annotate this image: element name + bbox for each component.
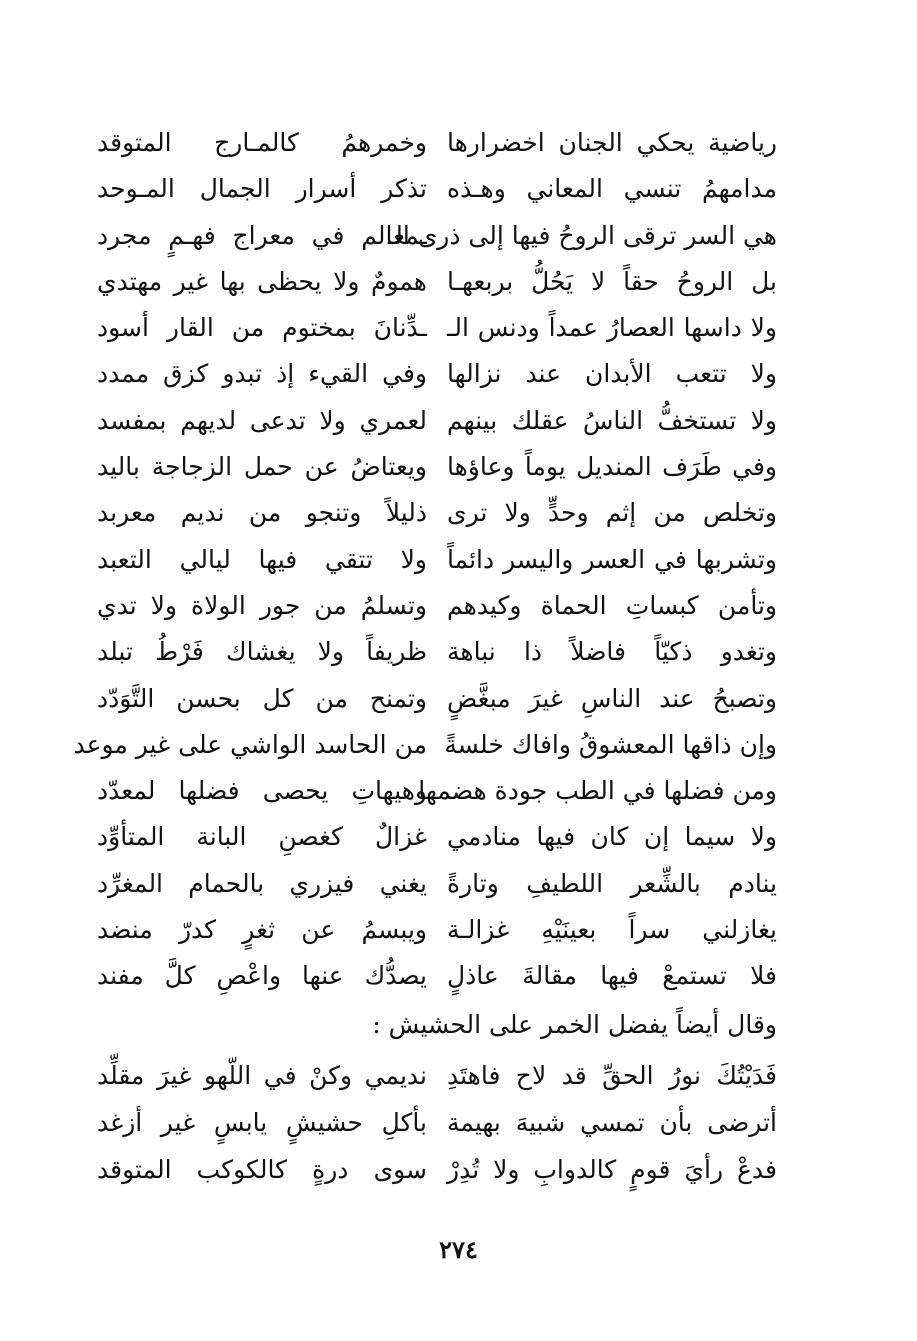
verse-line [97, 1146, 777, 1193]
verse-line [97, 1052, 777, 1099]
first-hemistich: فلا تستمعْ فيها مقالةَ عاذلٍ [447, 961, 777, 991]
verse-line [97, 953, 777, 999]
verse-line [97, 259, 777, 305]
verse-line [97, 676, 777, 722]
page-number: ٢٧٤ [439, 1235, 478, 1264]
verse-line [97, 768, 777, 814]
first-hemistich: فَدَيْتُكَ نورُ الحقِّ قد لاح فاهتَدِ [447, 1061, 777, 1090]
second-hemistich: ويبسمُ عن ثغرٍ كدرّ منضد [97, 915, 427, 945]
second-hemistich: وخمرهمُ كالمـارج المتوقد [97, 128, 427, 157]
second-hemistich: وتسلمُ من جور الولاة ولا تدي [97, 590, 427, 620]
second-hemistich: يغني فيزري بالحمام المغرِّد [97, 868, 427, 898]
verse-line [97, 120, 777, 166]
verse-line [97, 629, 777, 675]
second-hemistich: غزالٌ كغصنِ البانة المتأوِّد [97, 822, 427, 852]
first-hemistich: ومن فضلها في الطب جودة هضمها [418, 776, 777, 806]
first-hemistich: مدامهمُ تنسي المعاني وهـذه [447, 174, 777, 204]
verse-line [97, 1099, 777, 1146]
second-hemistich: ظريفاً ولا يغشاك فَرْطُ تبلد [97, 637, 427, 667]
verse-line [97, 305, 777, 351]
first-hemistich: أترضى بأن تمسي شبيهَ بهيمة [447, 1108, 777, 1137]
first-hemistich: ينادم بالشِّعر اللطيفِ وتارةً [447, 868, 777, 898]
second-hemistich: تذكر أسرار الجمال المـوحد [97, 174, 427, 204]
verse-line [97, 351, 777, 397]
first-hemistich: وتصبحُ عند الناسِ غيرَ مبغَّضٍ [447, 683, 777, 713]
second-hemistich: ـمعالم في معراج فهـمٍ مجرد [97, 220, 427, 250]
first-hemistich: فدعْ رأيَ قومٍ كالدوابِ ولا تُدِرْ [447, 1155, 777, 1184]
first-hemistich: بل الروحُ حقاً لا يَحُلُّ بربعهـا [447, 266, 777, 296]
poem-main [73, 120, 777, 1000]
first-hemistich: وتخلص من إثم وحدٍّ ولا ترى [447, 498, 777, 528]
verse-line [97, 490, 777, 536]
second-hemistich: وهيهاتِ يحصى فضلها لمعدّد [97, 776, 427, 806]
verse-line [97, 861, 777, 907]
first-hemistich: هي السر ترقى الروحُ فيها إلى ذرى الـ [387, 220, 777, 250]
verse-line [97, 583, 777, 629]
first-hemistich: ولا تستخفُّ الناسُ عقلك بينهم [447, 405, 777, 435]
verse-line [97, 213, 777, 259]
verse-line [73, 722, 777, 768]
second-hemistich: يصدُّك عنها واعْصِ كلَّ مفند [97, 961, 427, 991]
first-hemistich: وتأمن كبساتِ الحماة وكيدهم [447, 590, 777, 620]
second-hemistich: بأكلِ حشيشٍ يابسٍ غير أزغد [97, 1108, 427, 1137]
intro-line: وقال أيضاً يفضل الخمر على الحشيش : [372, 1010, 777, 1039]
first-hemistich: يغازلني سراً بعينَيْهِ غزالـة [447, 915, 777, 945]
second-hemistich: ولا تتقي فيها ليالي التعبد [97, 544, 427, 574]
second-hemistich: سوى درةٍ كالكوكب المتوقد [97, 1155, 427, 1184]
first-hemistich: وإن ذاقها المعشوقُ وافاك خلسةً [444, 729, 777, 759]
second-hemistich: لعمري ولا تدعى لديهم بمفسد [97, 405, 427, 435]
second-hemistich: همومٌ ولا يحظى بها غير مهتدي [97, 266, 427, 296]
second-hemistich: وتمنح من كل بحسن التَّوَدّد [97, 683, 427, 713]
first-hemistich: رياضية يحكي الجنان اخضرارها [447, 128, 777, 157]
verse-line [97, 907, 777, 953]
verse-line [97, 814, 777, 860]
verse-line [97, 398, 777, 444]
verse-line [97, 444, 777, 490]
first-hemistich: ولا داسها العصارُ عمداً ودنس الـ [447, 313, 777, 343]
second-hemistich: وفي القيء إذ تبدو كزق ممدد [97, 359, 427, 389]
second-hemistich: ويعتاضُ عن حمل الزجاجة باليد [97, 452, 427, 482]
second-hemistich: ذليلاً وتنجو من نديم معربد [97, 498, 427, 528]
second-hemistich: ـدِّنانَ بمختوم من القار أسود [97, 313, 427, 343]
poem-second [97, 1052, 777, 1193]
first-hemistich: وتغدو ذكيّاً فاضلاً ذا نباهة [447, 637, 777, 667]
first-hemistich: ولا سيما إن كان فيها منادمي [447, 822, 777, 852]
second-hemistich: من الحاسد الواشي على غير موعد [73, 729, 427, 759]
first-hemistich: وتشربها في العسر واليسر دائماً [447, 544, 777, 574]
second-hemistich: نديمي وكنْ في اللّهو غيرَ مقلِّد [97, 1061, 427, 1090]
verse-line [97, 537, 777, 583]
verse-line [97, 166, 777, 212]
first-hemistich: ولا تتعب الأبدان عند نزالها [447, 359, 777, 389]
first-hemistich: وفي طَرَف المنديل يوماً وعاؤها [447, 452, 777, 482]
